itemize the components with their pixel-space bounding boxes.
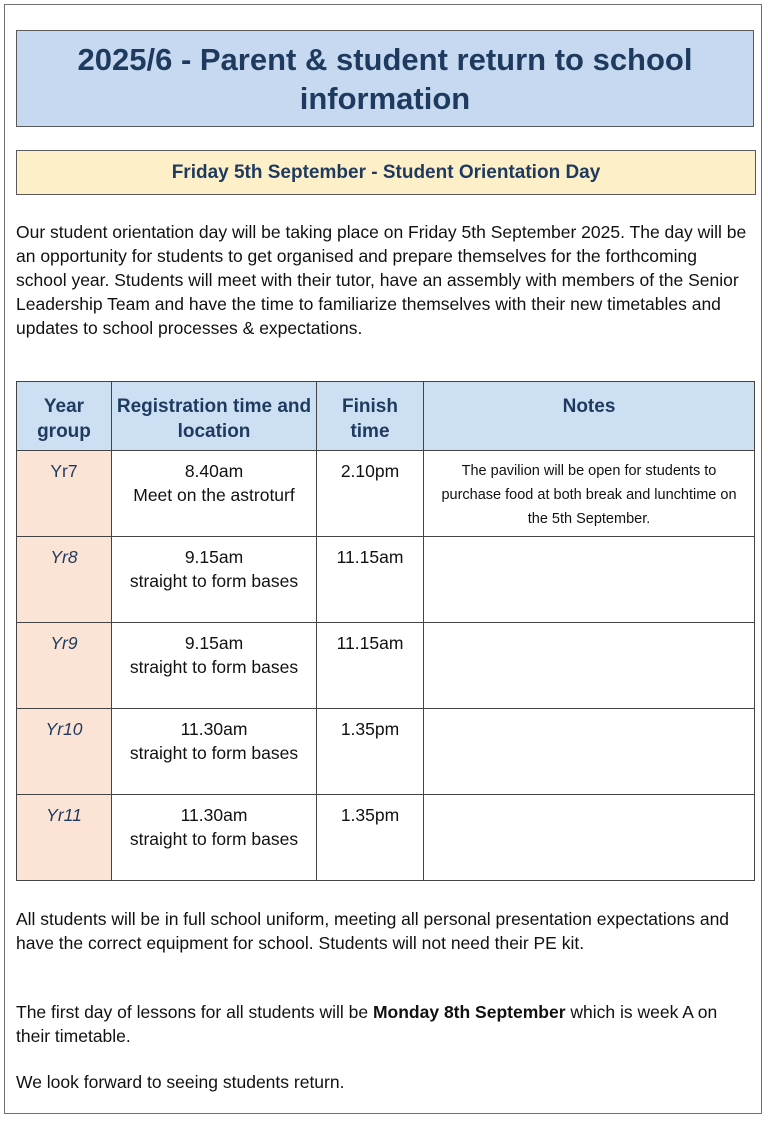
year-cell: Yr7 [17,451,112,537]
registration-cell: 9.15am straight to form bases [112,537,317,623]
first-day-date: Monday 8th September [372,1002,566,1022]
uniform-paragraph: All students will be in full school uniform, meeting all personal presentation expectations and have the correct equipment for school. Students will not need their PE kit. [16,909,730,953]
notes-cell [424,709,755,795]
table-row [17,623,755,709]
first-day-paragraph [16,1000,752,1048]
page-title: 2025/6 - Parent & student return to school information [77,41,693,116]
column-header-finish-time: Finish time [317,382,424,451]
column-header-registration: Registration time and location [112,382,317,451]
title-banner [16,30,754,127]
finish-cell: 1.35pm [317,795,424,881]
subtitle-banner [16,150,756,195]
table-header-row [17,382,755,451]
year-cell: Yr9 [17,623,112,709]
table-row [17,451,755,537]
registration-cell: 11.30am straight to form bases [112,709,317,795]
first-day-text-after: which is week A on their timetable. [16,1002,718,1046]
notes-cell [424,537,755,623]
finish-cell: 2.10pm [317,451,424,537]
finish-cell: 1.35pm [317,709,424,795]
finish-cell: 11.15am [317,623,424,709]
notes-cell [424,795,755,881]
year-cell: Yr8 [17,537,112,623]
registration-cell: 11.30am straight to form bases [112,795,317,881]
column-header-year-group: Year group [17,382,112,451]
notes-cell: The pavilion will be open for students to purchase food at both break and lunchtime on the 5th September. [424,451,755,537]
intro-paragraph: Our student orientation day will be taking place on Friday 5th September 2025. The day will be an opportunity for students to get organised and prepare themselves for the forthcoming school year. Students will meet with their tutor, have an assembly with members of the Senior Leadership Team and have the time to familiarize themselves with their new timetables and updates to school processes & expectations. [16,222,747,338]
notes-cell [424,623,755,709]
finish-cell: 11.15am [317,537,424,623]
table-row [17,709,755,795]
year-cell: Yr10 [17,709,112,795]
year-cell: Yr11 [17,795,112,881]
registration-cell: 9.15am straight to form bases [112,623,317,709]
section-title: Friday 5th September - Student Orientation Day [171,161,601,183]
registration-cell: 8.40am Meet on the astroturf [112,451,317,537]
table-row [17,795,755,881]
column-header-notes: Notes [424,382,755,451]
table-row [17,537,755,623]
closing-paragraph: We look forward to seeing students return. [16,1072,345,1092]
first-day-text-before: The first day of lessons for all students will be [16,1002,373,1022]
schedule-table [16,381,755,881]
